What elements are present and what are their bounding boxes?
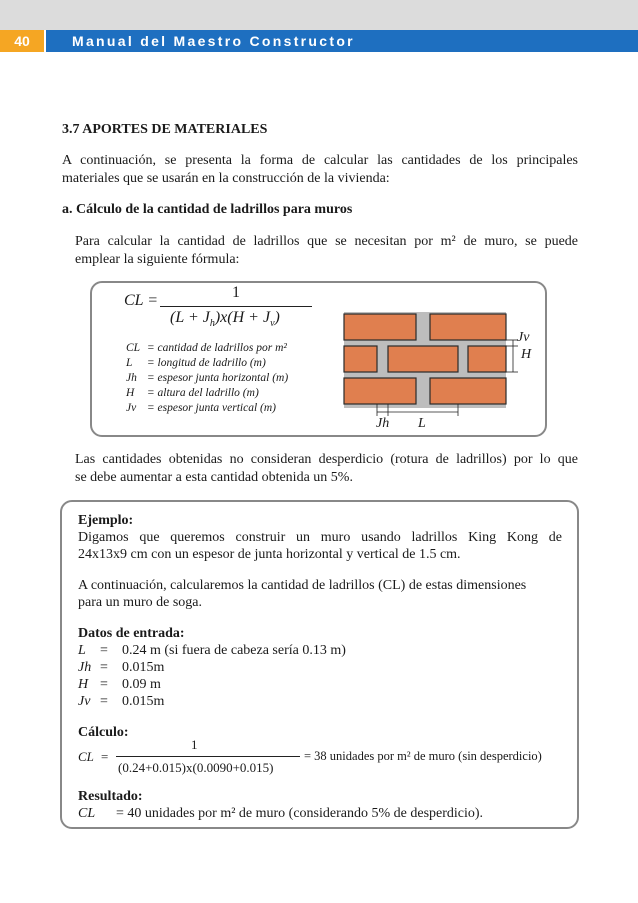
example-line-3: A continuación, calcularemos la cantidad de ladrillos (CL) de estas dimensiones [78, 578, 527, 593]
example-line-1: Digamos que queremos construir un muro usando ladrillos King Kong de [78, 530, 562, 545]
calc-numerator: 1 [191, 737, 198, 752]
section-heading: 3.7 APORTES DE MATERIALES [62, 122, 268, 137]
calc-lhs: CL = [78, 749, 109, 764]
formula-lhs: CL = [124, 292, 159, 309]
legend-row: H = altura del ladrillo (m) [126, 387, 259, 399]
para-line-2: emplear la siguiente fórmula: [75, 252, 240, 267]
brick [344, 314, 416, 340]
calc-title: Cálculo: [78, 725, 129, 740]
result-title: Resultado: [78, 789, 143, 804]
legend-row: Jv = espesor junta vertical (m) [126, 402, 276, 414]
label-h: H [521, 347, 532, 362]
para-line-1: Para calcular la cantidad de ladrillos que se necesitan por m² de muro, se puede [75, 234, 578, 249]
sub-heading: a. Cálculo de la cantidad de ladrillos para muros [62, 202, 353, 217]
intro-line-1: A continuación, se presenta la forma de calcular las cantidades de los principales [62, 153, 578, 168]
inputs-title: Datos de entrada: [78, 626, 185, 641]
brick [430, 314, 506, 340]
label-jh: Jh [376, 416, 390, 431]
example-title: Ejemplo: [78, 513, 134, 528]
brick [430, 378, 506, 404]
result-line: CL = 40 unidades por m² de muro (considerando 5% de desperdicio). [78, 806, 484, 821]
formula-fraction-bar [160, 306, 312, 307]
manual-title: Manual del Maestro Constructor [72, 33, 355, 49]
top-gray-bar [0, 0, 638, 30]
label-jv: Jv [517, 330, 530, 345]
calc-result: = 38 unidades por m² de muro (sin desperdicio) [304, 749, 542, 763]
example-line-2: 24x13x9 cm con un espesor de junta horizontal y vertical de 1.5 cm. [78, 547, 461, 562]
brick [468, 346, 506, 372]
brick [344, 346, 377, 372]
calc-fraction-bar [116, 756, 300, 757]
label-l: L [418, 416, 426, 431]
legend-row: CL = cantidad de ladrillos por m² [126, 342, 287, 354]
legend-row: Jh = espesor junta horizontal (m) [126, 372, 289, 384]
brick [388, 346, 458, 372]
input-row: Jh = 0.015m [78, 660, 165, 675]
legend-row: L = longitud de ladrillo (m) [126, 357, 266, 369]
input-row: L = 0.24 m (si fuera de cabeza sería 0.13 m) [78, 643, 346, 658]
brick-wall-diagram [340, 308, 540, 436]
page-header [0, 30, 638, 52]
brick [344, 378, 416, 404]
calc-denominator: (0.24+0.015)x(0.0090+0.015) [118, 760, 274, 775]
page-number: 40 [0, 30, 44, 52]
note-line-2: se debe aumentar a esta cantidad obtenida un 5%. [75, 470, 353, 485]
intro-line-2: materiales que se usarán en la construcción de la vivienda: [62, 171, 390, 186]
input-row: Jv = 0.015m [78, 694, 165, 709]
formula-numerator: 1 [232, 284, 240, 301]
input-row: H = 0.09 m [78, 677, 161, 692]
example-line-4: para un muro de soga. [78, 595, 203, 610]
note-line-1: Las cantidades obtenidas no consideran desperdicio (rotura de ladrillos) por lo que [75, 452, 578, 467]
formula-denominator: $(L + J_h)x(H + J_v)$ [170, 309, 280, 330]
